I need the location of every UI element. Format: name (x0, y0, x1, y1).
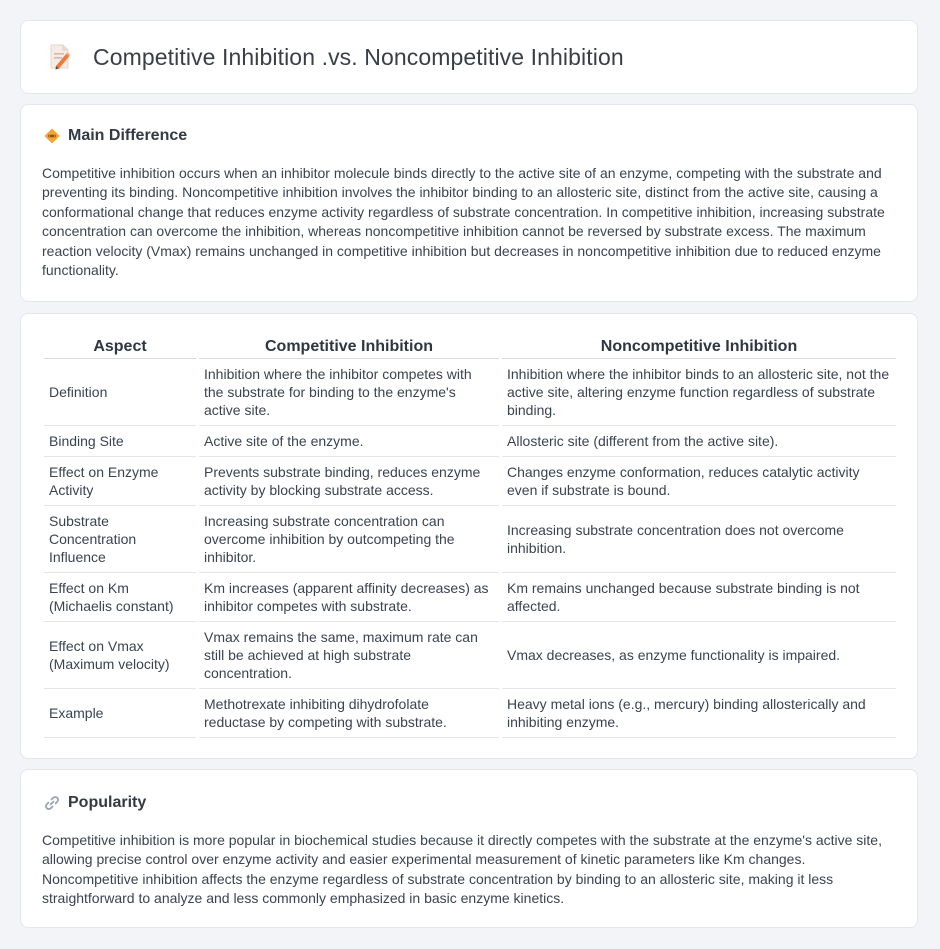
column-header: Aspect (44, 335, 196, 359)
competitive-cell: Methotrexate inhibiting dihydrofolate reductase by competing with substrate. (199, 689, 499, 738)
table-row (44, 573, 896, 622)
main-difference-card (20, 104, 918, 302)
title-row (47, 42, 624, 72)
table-row (44, 506, 896, 573)
competitive-cell: Active site of the enzyme. (199, 426, 499, 457)
document-pencil-icon (47, 42, 73, 72)
main-difference-header (43, 127, 187, 145)
noncompetitive-cell: Allosteric site (different from the active site). (502, 426, 896, 457)
table-row (44, 359, 896, 426)
title-card (20, 20, 918, 94)
noncompetitive-cell: Heavy metal ions (e.g., mercury) binding allosterically and inhibiting enzyme. (502, 689, 896, 738)
main-difference-heading: Main Difference (68, 127, 188, 144)
competitive-cell: Increasing substrate concentration can overcome inhibition by outcompeting the inhibitor. (199, 506, 499, 573)
competitive-cell: Inhibition where the inhibitor competes with the substrate for binding to the enzyme's active site. (199, 359, 499, 426)
table-row (44, 622, 896, 689)
aspect-cell: Binding Site (44, 426, 196, 457)
page-title: Competitive Inhibition .vs. Noncompetitive Inhibition (93, 43, 624, 70)
column-header: Competitive Inhibition (199, 335, 499, 359)
noncompetitive-cell: Km remains unchanged because substrate binding is not affected. (502, 573, 896, 622)
competitive-cell: Prevents substrate binding, reduces enzyme activity by blocking substrate access. (199, 457, 499, 506)
competitive-cell: Vmax remains the same, maximum rate can still be achieved at high substrate concentration. (199, 622, 499, 689)
noncompetitive-cell: Changes enzyme conformation, reduces catalytic activity even if substrate is bound. (502, 457, 896, 506)
table-row (44, 689, 896, 738)
column-header: Noncompetitive Inhibition (502, 335, 896, 359)
aspect-cell: Effect on Vmax (Maximum velocity) (44, 622, 196, 689)
link-icon (43, 794, 61, 812)
main-difference-text: Competitive inhibition occurs when an inhibitor molecule binds directly to the active site of an enzyme, competing with the substrate and preventing its binding. Noncompetitive inhibition involves the inhibitor binding to an allosteric site, distinct from the active site, causing a conformational change that reduces enzyme activity regardless of substrate concentration. In competitive inhibition, increasing substrate concentration can overcome the inhibition, whereas noncompetitive inhibition cannot be reversed by substrate excess. The maximum reaction velocity (Vmax) remains unchanged in competitive inhibition but decreases in noncompetitive inhibition due to reduced enzyme functionality. (42, 165, 885, 279)
popularity-header (43, 794, 146, 812)
noncompetitive-cell: Increasing substrate concentration does not overcome inhibition. (502, 506, 896, 573)
aspect-cell: Effect on Km (Michaelis constant) (44, 573, 196, 622)
aspect-cell: Example (44, 689, 196, 738)
competitive-cell: Km increases (apparent affinity decreases) as inhibitor competes with substrate. (199, 573, 499, 622)
noncompetitive-cell: Vmax decreases, as enzyme functionality is impaired. (502, 622, 896, 689)
aspect-cell: Effect on Enzyme Activity (44, 457, 196, 506)
comparison-table (41, 335, 899, 738)
popularity-card (20, 769, 918, 928)
table-row (44, 457, 896, 506)
aspect-cell: Substrate Concentration Influence (44, 506, 196, 573)
popularity-heading: Popularity (68, 794, 147, 811)
diamond-warning-icon (43, 127, 61, 145)
comparison-table-card (20, 313, 918, 759)
table-header-row (44, 335, 896, 359)
popularity-text: Competitive inhibition is more popular in biochemical studies because it directly competes with the substrate at the enzyme's active site, allowing precise control over enzyme activity and easier experimental measurement of kinetic parameters like Km changes. Noncompetitive inhibition affects the enzyme regardless of substrate concentration by binding to an allosteric site, making it less straightforward to analyze and less commonly emphasized in basic enzyme kinetics. (42, 832, 882, 907)
noncompetitive-cell: Inhibition where the inhibitor binds to an allosteric site, not the active site, altering enzyme function regardless of substrate binding. (502, 359, 896, 426)
aspect-cell: Definition (44, 359, 196, 426)
table-row (44, 426, 896, 457)
